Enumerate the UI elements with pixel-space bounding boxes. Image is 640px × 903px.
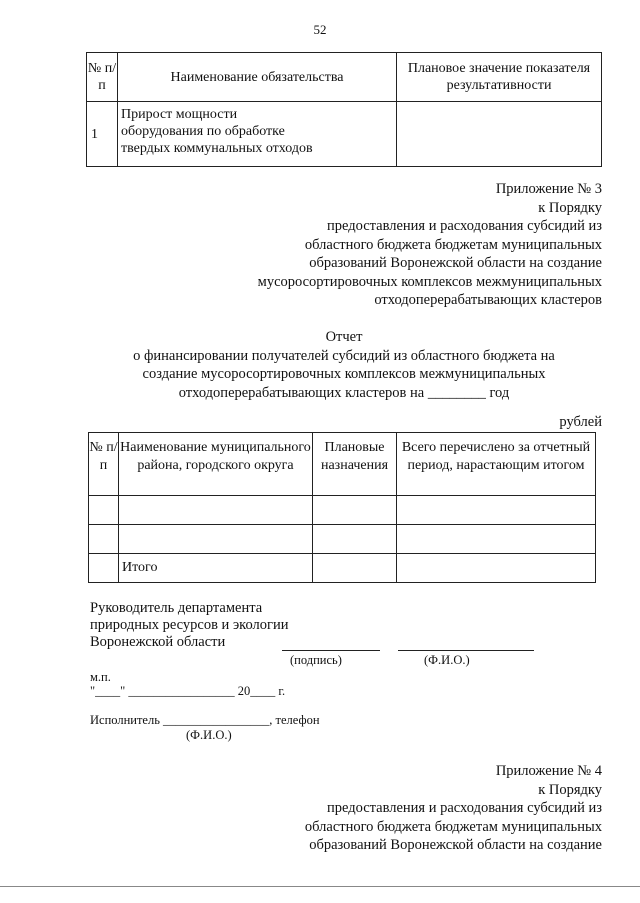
appendix-line: Приложение № 3 bbox=[495, 181, 602, 197]
appendix-line: областного бюджета бюджетам муниципальных bbox=[304, 818, 602, 835]
signature-caption: (подпись) bbox=[290, 653, 342, 667]
appendix-line: к Порядку bbox=[538, 199, 602, 216]
report-title-block bbox=[86, 328, 602, 402]
appendix-line: областного бюджета бюджетам муниципальных bbox=[304, 236, 602, 253]
department-head-block bbox=[90, 600, 288, 651]
report-title: Отчет bbox=[325, 329, 363, 345]
table-header-row bbox=[87, 53, 602, 102]
appendix-line: отходоперерабатывающих кластеров bbox=[374, 292, 602, 308]
col-district-header: Наименование муниципального района, городского округа bbox=[119, 433, 313, 496]
col-total-header: Всего перечислено за отчетный период, нарастающим итогом bbox=[397, 433, 596, 496]
stamp-label: м.п. bbox=[90, 670, 111, 684]
head-line: Руководитель департамента bbox=[90, 600, 263, 616]
signature-line bbox=[282, 650, 380, 651]
appendix-3-header bbox=[258, 180, 602, 310]
row-name-line: твердых коммунальных отходов bbox=[121, 141, 313, 156]
appendix-line: Приложение № 4 bbox=[495, 763, 602, 779]
table-header-row bbox=[89, 433, 596, 496]
page-bottom-edge bbox=[0, 886, 640, 887]
appendix-line: образований Воронежской области на создание bbox=[309, 255, 602, 271]
report-subtitle-line: о финансировании получателей субсидий из областного бюджета на bbox=[133, 347, 555, 364]
row-name-line: Прирост мощности bbox=[121, 107, 238, 122]
row-name bbox=[118, 102, 397, 167]
executor-line: Исполнитель _________________, телефон bbox=[90, 713, 320, 727]
page-number: 52 bbox=[313, 22, 327, 37]
appendix-line: предоставления и расходования субсидий из bbox=[326, 800, 602, 816]
report-subtitle-line: отходоперерабатывающих кластеров на ________ год bbox=[178, 384, 510, 401]
total-row bbox=[89, 554, 596, 583]
report-table bbox=[88, 432, 596, 583]
obligations-table bbox=[86, 52, 602, 167]
name-caption: (Ф.И.О.) bbox=[424, 653, 470, 667]
total-label: Итого bbox=[119, 554, 313, 583]
table-row bbox=[89, 496, 596, 525]
appendix-line: образований Воронежской области на создание bbox=[309, 837, 602, 853]
date-line: "____" _________________ 20____ г. bbox=[90, 684, 286, 698]
table-row bbox=[87, 102, 602, 167]
units-label: рублей bbox=[559, 414, 602, 430]
row-num: 1 bbox=[87, 102, 118, 167]
col-planned-header: Плановые назначения bbox=[313, 433, 397, 496]
col-name-header: Наименование обязательства bbox=[118, 53, 397, 102]
row-value bbox=[397, 102, 602, 167]
col-num-header: № п/п bbox=[89, 433, 119, 496]
row-name-line: оборудования по обработке bbox=[121, 124, 285, 139]
appendix-line: предоставления и расходования субсидий из bbox=[326, 218, 602, 234]
executor-caption: (Ф.И.О.) bbox=[186, 728, 232, 742]
head-line: Воронежской области bbox=[90, 634, 226, 650]
appendix-line: мусоросортировочных комплексов межмуниципальных bbox=[257, 273, 602, 290]
col-num-header: № п/п bbox=[87, 53, 118, 102]
report-subtitle-line: создание мусоросортировочных комплексов межмуниципальных bbox=[142, 366, 546, 382]
table-row bbox=[89, 525, 596, 554]
appendix-4-header bbox=[305, 762, 602, 855]
head-line: природных ресурсов и экологии bbox=[90, 617, 289, 633]
name-line bbox=[398, 650, 534, 651]
col-value-header: Плановое значение показателя результативности bbox=[397, 53, 602, 102]
appendix-line: к Порядку bbox=[538, 781, 602, 798]
